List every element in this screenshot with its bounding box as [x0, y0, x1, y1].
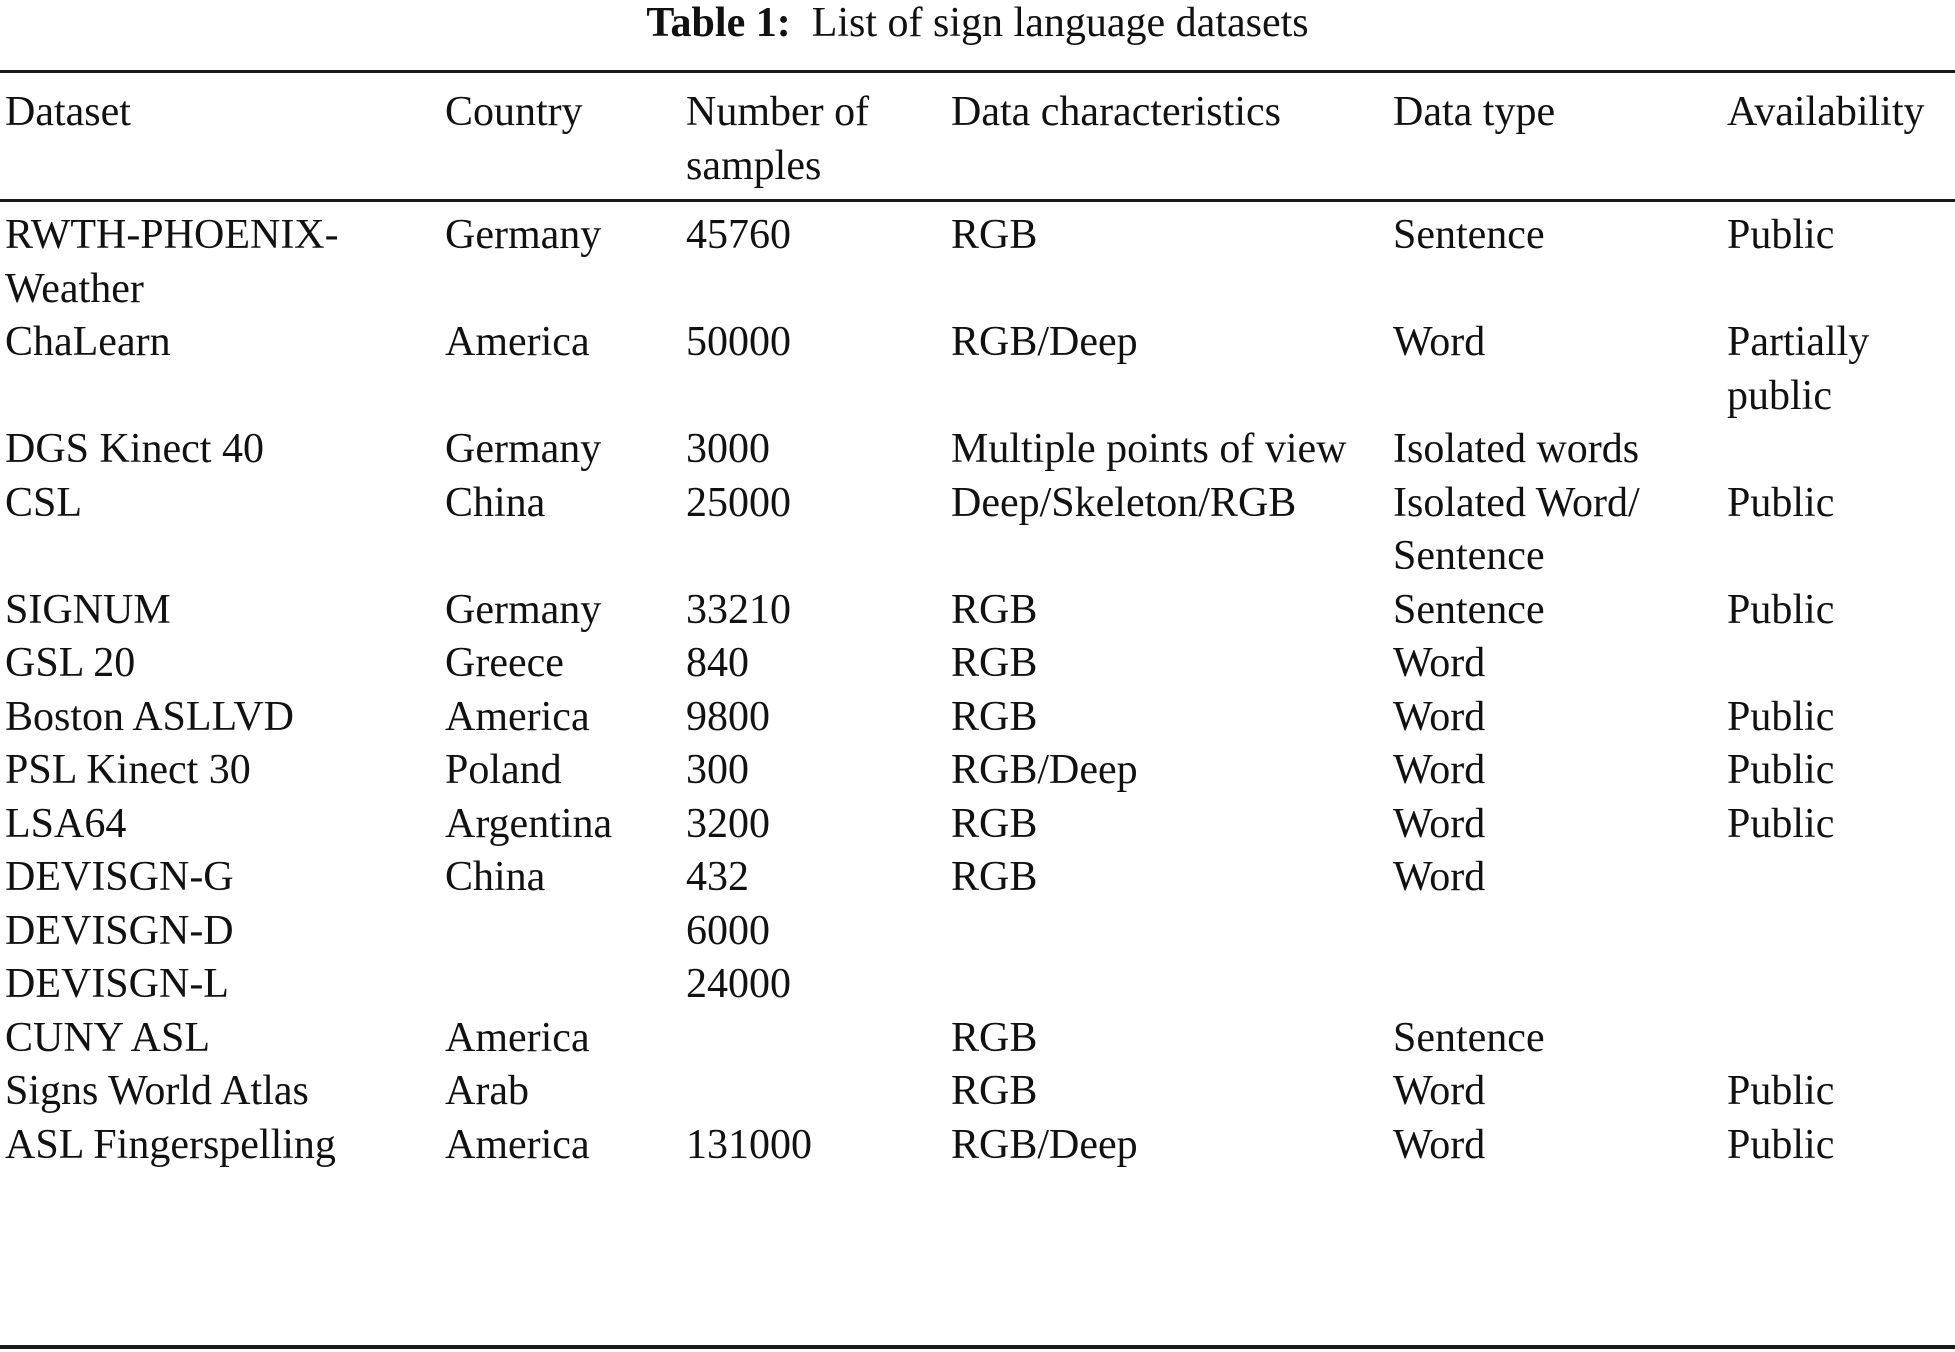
samples-cell: 3200	[686, 800, 770, 847]
dataset-cell: DEVISGN-L	[5, 961, 229, 1007]
data-type-cell: Isolated words	[1393, 426, 1640, 472]
availability-cell: Public	[1727, 747, 1835, 793]
availability-cell: Public	[1727, 800, 1835, 847]
characteristics-cell: Multiple points of view	[951, 426, 1347, 472]
table-row	[0, 1119, 1955, 1173]
top-rule	[0, 70, 1955, 73]
characteristics-cell: RGB/Deep	[951, 747, 1138, 793]
samples-cell: 131000	[686, 1121, 812, 1168]
table-row	[0, 1065, 1955, 1119]
data-type-cell: Sentence	[1393, 1014, 1545, 1061]
dataset-cell: LSA64	[5, 800, 127, 847]
availability-cell	[1722, 637, 1955, 691]
availability-cell: Public	[1727, 693, 1835, 740]
data-type-cell: Word	[1393, 800, 1486, 847]
data-type-cell: Sentence	[1393, 212, 1545, 258]
availability-cell	[1722, 905, 1955, 959]
availability-cell: Public	[1727, 1068, 1835, 1114]
country-cell: Germany	[445, 426, 602, 472]
table-row	[0, 851, 1955, 905]
samples-cell: 9800	[686, 693, 770, 740]
samples-cell: 33210	[686, 586, 791, 633]
country-cell: America	[445, 1014, 590, 1061]
availability-cell	[1722, 423, 1955, 477]
table-caption	[0, 0, 1955, 46]
caption-label: Table 1:	[646, 0, 791, 46]
characteristics-cell: RGB	[951, 586, 1038, 633]
dataset-cell: DEVISGN-G	[5, 854, 234, 900]
bottom-rule	[0, 1345, 1955, 1349]
country-cell: Arab	[445, 1068, 529, 1114]
header-data-characteristics: Data characteristics	[951, 89, 1281, 135]
samples-cell: 25000	[686, 479, 791, 526]
country-cell: China	[445, 479, 546, 526]
table-row	[0, 958, 1955, 1012]
characteristics-cell	[946, 958, 1388, 1012]
dataset-cell: PSL Kinect 30	[5, 747, 251, 793]
availability-cell	[1722, 958, 1955, 1012]
table-row	[0, 584, 1955, 638]
data-type-cell	[1388, 905, 1722, 959]
dataset-cell: ChaLearn	[5, 319, 171, 365]
header-data-type: Data type	[1393, 89, 1556, 135]
header-row	[0, 86, 1955, 199]
characteristics-cell: RGB	[951, 1014, 1038, 1061]
country-cell: America	[445, 693, 590, 740]
dataset-cell: GSL 20	[5, 640, 136, 686]
table-row	[0, 1012, 1955, 1066]
availability-cell: Public	[1727, 586, 1835, 633]
table-row	[0, 199, 1955, 316]
country-cell: Argentina	[445, 800, 613, 847]
table-row	[0, 637, 1955, 691]
characteristics-cell: Deep/Skeleton/RGB	[951, 479, 1297, 526]
characteristics-cell: RGB	[951, 640, 1038, 686]
table-row	[0, 798, 1955, 852]
availability-cell	[1722, 1012, 1955, 1066]
characteristics-cell: RGB/Deep	[951, 319, 1138, 365]
table-row	[0, 691, 1955, 745]
characteristics-cell: RGB	[951, 800, 1038, 847]
data-type-cell: Word	[1393, 854, 1486, 900]
availability-cell	[1722, 851, 1955, 905]
characteristics-cell: RGB	[951, 854, 1038, 900]
header-country: Country	[445, 89, 583, 135]
header-availability: Availability	[1727, 89, 1925, 135]
data-type-cell: Word	[1393, 1121, 1486, 1168]
data-type-cell: Word	[1393, 1068, 1486, 1114]
samples-cell: 6000	[686, 907, 770, 954]
data-type-cell: Word	[1393, 693, 1486, 740]
table-body	[0, 199, 1955, 1172]
dataset-cell: CUNY ASL	[5, 1014, 210, 1061]
availability-cell: Partially public	[1727, 319, 1870, 419]
data-type-cell	[1388, 958, 1722, 1012]
samples-cell	[681, 1065, 946, 1119]
table-row	[0, 905, 1955, 959]
dataset-cell: SIGNUM	[5, 586, 171, 633]
availability-cell: Public	[1727, 479, 1835, 526]
country-cell: Greece	[445, 640, 564, 686]
datasets-table	[0, 86, 1955, 1172]
dataset-cell: Signs World Atlas	[5, 1068, 309, 1114]
characteristics-cell	[946, 905, 1388, 959]
table-header	[0, 86, 1955, 199]
dataset-cell: Boston ASLLVD	[5, 693, 295, 740]
samples-cell: 432	[686, 854, 749, 900]
samples-cell: 300	[686, 747, 749, 793]
samples-cell: 45760	[686, 212, 791, 258]
availability-cell: Public	[1727, 1121, 1835, 1168]
characteristics-cell: RGB	[951, 693, 1038, 740]
table-row	[0, 316, 1955, 423]
table-row	[0, 744, 1955, 798]
country-cell: Germany	[445, 212, 602, 258]
country-cell	[440, 905, 681, 959]
samples-cell: 24000	[686, 961, 791, 1007]
dataset-cell: ASL Fingerspelling	[5, 1121, 336, 1168]
country-cell: Germany	[445, 586, 602, 633]
table-row	[0, 423, 1955, 477]
table-row	[0, 477, 1955, 584]
samples-cell: 50000	[686, 319, 791, 365]
dataset-cell: DGS Kinect 40	[5, 426, 264, 472]
data-type-cell: Word	[1393, 319, 1486, 365]
country-cell: America	[445, 1121, 590, 1168]
samples-cell: 3000	[686, 426, 770, 472]
data-type-cell: Word	[1393, 747, 1486, 793]
availability-cell: Public	[1727, 212, 1835, 258]
dataset-cell: RWTH-PHOENIX-Weather	[5, 212, 339, 312]
characteristics-cell: RGB	[951, 212, 1038, 258]
header-number-of-samples: Number of samples	[686, 89, 870, 189]
samples-cell	[681, 1012, 946, 1066]
characteristics-cell: RGB	[951, 1068, 1038, 1114]
country-cell: America	[445, 319, 590, 365]
header-dataset: Dataset	[5, 89, 131, 135]
country-cell: Poland	[445, 747, 562, 793]
data-type-cell: Word	[1393, 640, 1486, 686]
dataset-cell: CSL	[5, 479, 83, 526]
caption-text: List of sign language datasets	[811, 0, 1309, 46]
country-cell: China	[445, 854, 546, 900]
country-cell	[440, 958, 681, 1012]
samples-cell: 840	[686, 640, 749, 686]
data-type-cell: Sentence	[1393, 586, 1545, 633]
data-type-cell: Isolated Word/ Sentence	[1393, 479, 1640, 579]
characteristics-cell: RGB/Deep	[951, 1121, 1138, 1168]
dataset-cell: DEVISGN-D	[5, 907, 234, 954]
